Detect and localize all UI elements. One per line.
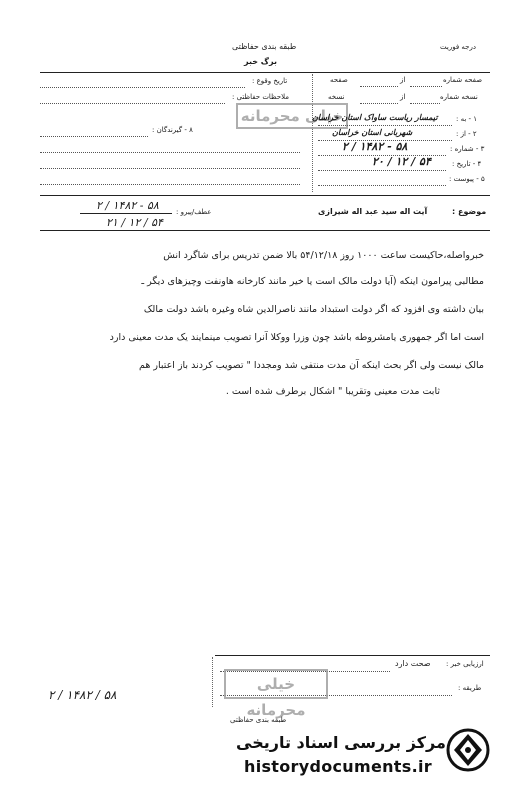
copy-of-dots — [360, 103, 398, 104]
footer-top-rule — [215, 655, 490, 656]
ref-date: ۵۴ / ۱۲ / ۲۱ — [106, 216, 163, 229]
body-line: مالک نیست ولی اگر بحث اینکه آن مدت منتفی شد ومجددا " تصویب کردند باز اعتبار هم — [139, 360, 484, 371]
spiral-logo-icon — [446, 728, 490, 772]
evaluation-value: صحت دارد — [395, 659, 431, 668]
copy-of-label: از — [400, 93, 406, 101]
header-top-rule — [40, 72, 490, 73]
header-bottom-rule — [40, 195, 490, 196]
body-line: مطالبی پیرامون اینکه (آیا دولت مالک است یا خیر مانند کارخانه هاونفت وچیزهای دیگر ـ — [141, 276, 484, 287]
ref-underline — [80, 213, 172, 214]
footer-divider — [212, 657, 213, 707]
confidential-stamp-top: خیلی محرمانه — [236, 103, 348, 129]
to-dots — [318, 125, 452, 126]
confidential-stamp-bottom: خیلی محرمانه — [224, 669, 328, 699]
archive-name: مرکز بررسی اسناد تاریخی — [236, 733, 446, 752]
bottom-classification-label: طبقه بندی حفاظتی — [230, 716, 287, 724]
occurrence-date-dots — [40, 87, 245, 88]
evaluation-label: ارزیابی خبر : — [446, 660, 484, 668]
from-label: ۲ - از : — [456, 130, 477, 138]
number-value: ۵۸ - ۱۴۸۲ / ۲ — [342, 140, 408, 153]
archive-logo — [446, 728, 490, 772]
subject-value: آیت اله سید عبد اله شیرازی — [318, 207, 428, 216]
archive-website: historydocuments.ir — [244, 757, 432, 776]
header-divider — [312, 74, 313, 192]
recipients-label: ۸ - گیرندگان : — [152, 126, 193, 134]
from-value: شهربانی استان خراسان — [332, 127, 413, 137]
page-of-label: از — [400, 76, 406, 84]
page-number-dots — [410, 86, 442, 87]
copy-label: نسخه — [328, 93, 345, 101]
security-remarks-dots — [40, 103, 225, 104]
to-value: تیمسار ریاست ساواک استان خراسان — [312, 112, 438, 122]
copy-number-label: نسخه شماره — [440, 93, 478, 101]
occurrence-date-label: تاریخ وقوع : — [252, 77, 288, 85]
number-label: ۳ - شماره : — [450, 145, 485, 153]
attachment-dots — [318, 185, 446, 186]
classification-label: طبقه بندی حفاظتی — [232, 42, 297, 51]
body-line: خبرواصله،حاکیست ساعت ۱۰۰۰ روز ۵۴/۱۲/۱۸ بالا ضمن تدریس برای شاگرد انش — [163, 250, 484, 261]
date-value: ۵۴ / ۱۲ / ۲۰ — [372, 155, 431, 168]
recipients-line-1 — [40, 136, 148, 137]
form-title: برگ خبر — [244, 57, 277, 66]
recipients-line-2 — [40, 152, 300, 153]
recipients-line-3 — [40, 168, 300, 169]
ref-label: عطف/پیرو : — [176, 208, 212, 216]
body-line: است اما اگر جمهوری یامشروطه باشد چون وزرا ووکلا آنرا تصویب مینمایند یک مدت معینی دارد — [109, 332, 484, 343]
ref-value: ۵۸ - ۱۴۸۲ / ۲ — [96, 199, 159, 212]
handling-label: طریقه : — [458, 684, 482, 692]
subject-bottom-rule — [40, 230, 490, 231]
security-remarks-label: ملاحظات حفاظتی : — [232, 93, 290, 101]
page-label: صفحه — [330, 76, 348, 84]
recipients-line-4 — [40, 184, 300, 185]
date-dots — [318, 170, 446, 171]
handwritten-ref: ۵۸ / ۱۴۸۲ / ۲ — [48, 688, 117, 702]
priority-label: درجه فوریت — [440, 43, 476, 51]
date-label: ۴ - تاریخ : — [452, 160, 482, 168]
page-of-dots — [360, 86, 398, 87]
page-number-label: صفحه شماره — [443, 76, 483, 84]
attachment-label: ۵ - پیوست : — [449, 175, 485, 183]
body-line: ثابت مدت معینی وتقریبا " اشکال برطرف شده است . — [225, 386, 440, 397]
subject-label: موضوع : — [452, 207, 487, 216]
to-label: ۱ - به : — [456, 115, 478, 123]
body-line: بیان داشته وی افزود که اگر دولت استبداد مانند ناصرالدین شاه وغیره باشد دولت مالک — [143, 304, 484, 315]
copy-number-dots — [410, 103, 440, 104]
